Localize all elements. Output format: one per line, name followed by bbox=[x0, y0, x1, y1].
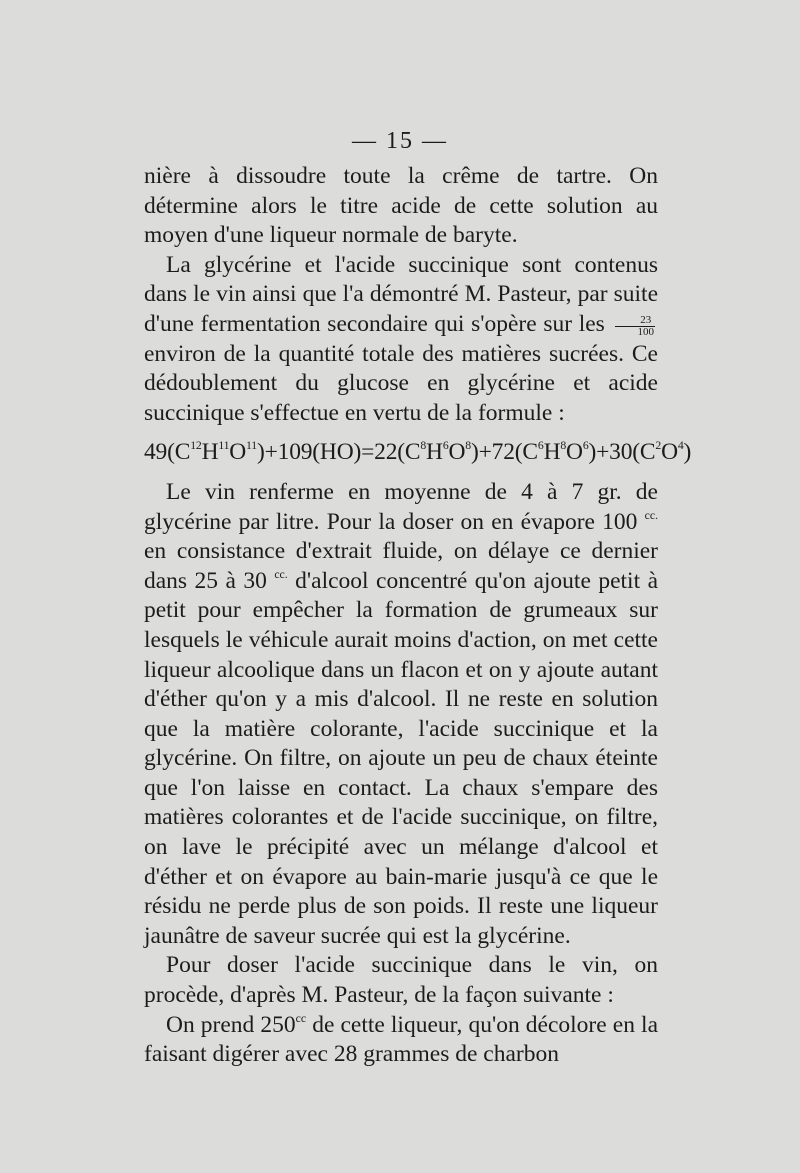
paragraph-1: nière à dissoudre toute la crême de tartre. On détermine alors le titre acide de cette solution au moyen d'une liqueur normale de baryte. bbox=[144, 163, 658, 249]
paragraph-3: Le vin renferme en moyenne de 4 à 7 gr. de glycérine par litre. Pour la doser on en évapore 100 $^{cc.}$ en consistance d'extrait fluide, on délaye ce dernier dans 25 à 30 $^{cc.}$ d'alcool concentré qu'on ajoute petit à petit pour empêcher la formation de grumeaux sur lesquels le véhicule aurait moins d'action, on met cette liqueur alcoolique dans un flacon et on y ajoute autant d'éther qu'on y a mis d'alcool. Il ne reste en solution que la matière colorante, l'acide succinique et la glycérine. On filtre, on ajoute un peu de chaux éteinte que l'on laisse en contact. La chaux s'empare des matières colorantes et de l'acide succinique, on filtre, on lave le précipité avec un mélange d'alcool et d'éther et on évapore au bain-marie jusqu'à ce que le résidu ne perde plus de son poids. Il reste une liqueur jaunâtre de saveur sucrée qui est la glycérine. bbox=[144, 478, 659, 949]
fraction-numerator: 23 bbox=[615, 315, 656, 327]
page-number: — 15 — bbox=[352, 128, 448, 154]
fraction-denominator: 100 bbox=[637, 325, 655, 338]
body-text bbox=[144, 162, 692, 1070]
fraction bbox=[615, 315, 656, 338]
paragraph-5: On prend $250^{cc}$ de cette liqueur, qu'on décolore en la faisant digérer avec 28 grammes de charbon bbox=[144, 1011, 658, 1068]
chemical-formula: $49(C^{12}H^{11}O^{11})+109(HO)=22(C^8H^6O^8)+72(C^6H^8O^6)+30(C^2O^4)$ bbox=[144, 439, 692, 466]
paragraph-2: La glycérine et l'acide succinique sont contenus dans le vin ainsi que l'a démontré M. Pasteur, par suite d'une fermentation secondaire qui s'opère sur les $\frac{23}{100}$ environ de la quantité totale des matières sucrées. Ce dédoublement du glucose en glycérine et acide succinique s'effectue en vertu de la formule : bbox=[144, 251, 658, 426]
paragraph-4: Pour doser l'acide succinique dans le vin, on procède, d'après M. Pasteur, de la façon suivante : bbox=[144, 952, 658, 1009]
